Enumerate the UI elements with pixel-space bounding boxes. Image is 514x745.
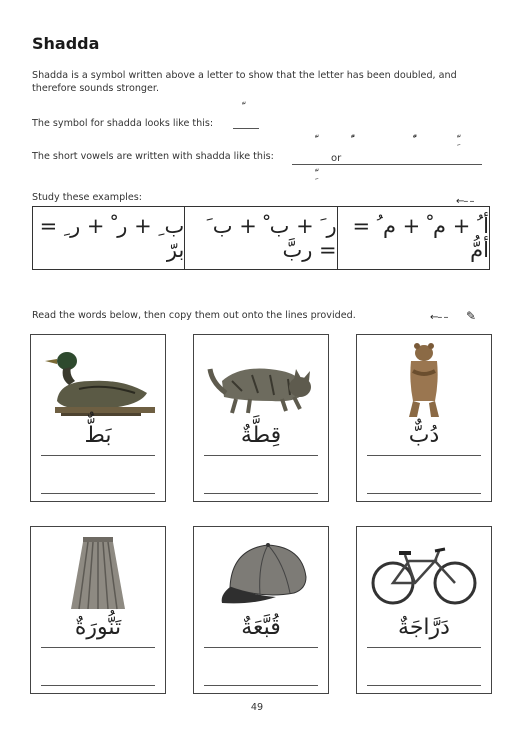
bear-icon	[365, 341, 483, 421]
writing-line[interactable]	[41, 455, 155, 456]
word-card	[193, 526, 329, 694]
writing-line[interactable]	[204, 455, 318, 456]
vowels-blank-line	[292, 164, 482, 165]
writing-line[interactable]	[204, 493, 318, 494]
writing-line[interactable]	[367, 455, 481, 456]
writing-line[interactable]	[41, 647, 155, 648]
reading-direction-arrow-icon: ←– –	[430, 312, 448, 323]
cat-icon	[202, 341, 320, 421]
reading-direction-arrow-icon: ←– –	[456, 196, 474, 207]
word-card	[30, 334, 166, 502]
bicycle-icon	[365, 533, 483, 613]
arabic-word: قُبَّعَةٌ	[241, 615, 281, 640]
examples-table	[32, 206, 490, 270]
vowels-line-text: The short vowels are written with shadda like this:	[32, 151, 274, 162]
word-card	[30, 526, 166, 694]
duck-icon	[39, 341, 157, 421]
writing-line[interactable]	[367, 493, 481, 494]
read-instruction: Read the words below, then copy them out onto the lines provided.	[32, 310, 356, 321]
word-card	[356, 334, 492, 502]
writing-line[interactable]	[367, 647, 481, 648]
example-cell: أ ُ + م ْ + م ُ = أمُّ	[337, 207, 489, 269]
arabic-word: دُبٌّ	[408, 423, 440, 448]
writing-line[interactable]	[204, 647, 318, 648]
intro-text: Shadda is a symbol written above a letter to show that the letter has been doubled, and therefore sounds stronger.	[32, 70, 457, 94]
arabic-word: دَرَّاجَةٌ	[398, 615, 450, 640]
page-title: Shadda	[32, 34, 100, 53]
symbol-blank-line	[233, 128, 259, 129]
symbol-line-text: The symbol for shadda looks like this:	[32, 118, 214, 129]
writing-line[interactable]	[204, 685, 318, 686]
or-label: or	[331, 153, 342, 164]
example-cell: ر َ + ب ْ + ب َ = ربَّ	[184, 207, 336, 269]
writing-line[interactable]	[41, 685, 155, 686]
study-label: Study these examples:	[32, 192, 142, 203]
arabic-word: قِطَّةٌ	[240, 423, 282, 448]
writing-line[interactable]	[41, 493, 155, 494]
pencil-icon: ✎	[466, 309, 476, 323]
example-cell: ب ِ + ر ْ + ر ِ = برّ	[39, 214, 185, 262]
skirt-icon	[39, 533, 157, 613]
arabic-word: تَنُّورَةٌ	[74, 615, 122, 640]
page-number: 49	[250, 702, 264, 713]
writing-line[interactable]	[367, 685, 481, 686]
word-card	[193, 334, 329, 502]
word-card	[356, 526, 492, 694]
arabic-word: بَطٌّ	[84, 423, 112, 448]
cap-icon	[202, 533, 320, 613]
